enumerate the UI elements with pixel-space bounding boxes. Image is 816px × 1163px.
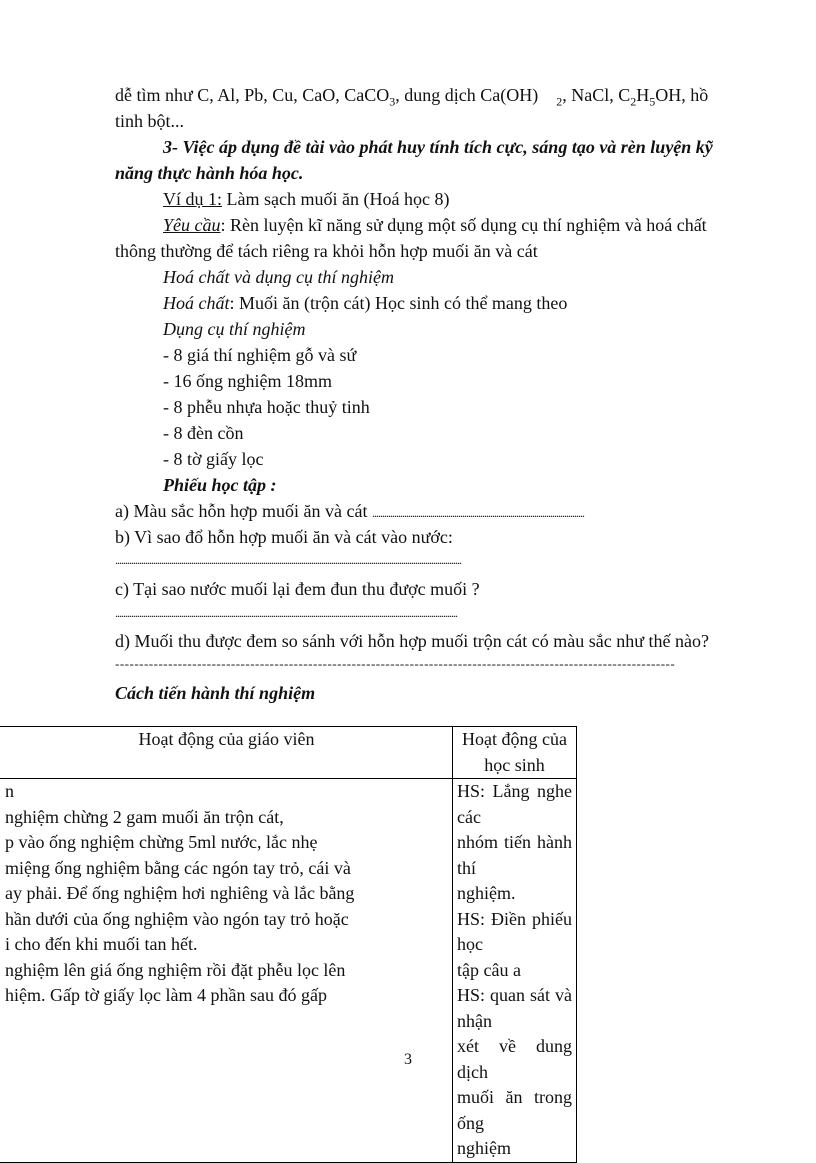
header-teacher: Hoạt động của giáo viên [0, 727, 453, 779]
teacher-line: ay phải. Để ống nghiệm hơi nghiêng và lắc bằng [5, 883, 355, 903]
student-line: HS: quan sát và nhận [457, 985, 572, 1031]
example-label: Ví dụ 1: [163, 189, 223, 209]
example-text: Làm sạch muối ăn (Hoá học 8) [222, 189, 450, 209]
requirement-text: : Rèn luyện kĩ năng sử dụng một số dụng cụ thí nghiệm và hoá chất [220, 215, 707, 235]
table-header-row [0, 727, 577, 779]
teacher-line: miệng ống nghiệm bằng các ngón tay trỏ, cái và [5, 857, 351, 878]
teacher-line: nghiệm lên giá ống nghiệm rồi đặt phễu lọc lên [5, 959, 346, 980]
tool-item: - 16 ống nghiệm 18mm [163, 371, 332, 391]
tool-item: - 8 giá thí nghiệm gỗ và sứ [163, 345, 357, 365]
subscript: 2 [630, 94, 637, 109]
page-number: 3 [404, 1051, 412, 1068]
answer-dashes: -------------------------------------------------------------------------------------------------------------------- [115, 656, 676, 671]
question-a-text: a) Màu sắc hỗn hợp muối ăn và cát [115, 501, 368, 521]
procedure-title: Cách tiến hành thí nghiệm [115, 683, 316, 703]
chemicals-text: : Muối ăn (trộn cát) Học sinh có thể mang theo [229, 293, 568, 313]
requirement-line-2: thông thường để tách riêng ra khỏi hỗn hợp muối ăn và cát [115, 241, 538, 261]
header-student: Hoạt động của học sinh [453, 727, 577, 779]
student-line: nghiệm [457, 1138, 511, 1158]
requirement-line [163, 212, 707, 238]
answer-dots: .......................................................................................................... [371, 506, 584, 520]
student-line: muối ăn trong ống [457, 1087, 572, 1133]
intro-text: H [636, 85, 650, 105]
teacher-line: n [5, 781, 14, 801]
question-a [115, 498, 584, 526]
teacher-line: hần dưới của ống nghiệm vào ngón tay trỏ hoặc [5, 908, 349, 929]
requirement-label: Yêu cầu [163, 215, 221, 235]
materials-heading: Hoá chất và dụng cụ thí nghiệm [163, 267, 394, 287]
student-line: xét về dung dịch [457, 1036, 572, 1082]
tool-item: - 8 tờ giấy lọc [163, 449, 264, 469]
intro-text: , NaCl, C [562, 85, 631, 105]
subscript: 5 [649, 94, 656, 109]
answer-dots: ............................................................................................................................................................................. [115, 553, 461, 567]
tools-heading: Dụng cụ thí nghiệm [163, 319, 306, 339]
subscript: 3 [389, 94, 396, 109]
intro-line-1 [115, 82, 708, 108]
student-line: HS: Điền phiếu học [457, 908, 572, 954]
question-c: c) Tại sao nước muối lại đem đun thu được muối ? [115, 579, 480, 599]
student-line: tập câu a [457, 959, 521, 980]
activity-table [0, 726, 577, 1163]
table-row [0, 779, 577, 1163]
intro-text: , dung dịch Ca(OH) [395, 85, 539, 105]
teacher-line: i cho đến khi muối tan hết. [5, 934, 198, 954]
question-b: b) Vì sao đổ hỗn hợp muối ăn và cát vào nước: [115, 527, 453, 547]
teacher-line: nghiệm chừng 2 gam muối ăn trộn cát, [5, 806, 284, 827]
teacher-line: hiệm. Gấp tờ giấy lọc làm 4 phần sau đó gấp [5, 985, 327, 1005]
student-line: nghiệm. [457, 883, 516, 903]
student-line: nhóm tiến hành thí [457, 832, 572, 878]
intro-text: dễ tìm như C, Al, Pb, Cu, CaO, CaCO [115, 85, 390, 105]
teacher-line: p vào ống nghiệm chừng 5ml nước, lắc nhẹ [5, 832, 318, 852]
worksheet-title: Phiếu học tập : [163, 475, 277, 495]
section-heading-line-2: năng thực hành hóa học. [115, 163, 304, 183]
answer-dots: ........................................................................................................................................................................... [115, 606, 457, 620]
chemicals-label: Hoá chất [163, 293, 230, 313]
tool-item: - 8 đèn cồn [163, 423, 244, 443]
student-line: HS: Lắng nghe các [457, 781, 572, 827]
student-activities [453, 779, 577, 1163]
intro-text: OH, hồ [655, 85, 709, 105]
intro-line-2: tinh bột... [115, 111, 185, 131]
question-d: d) Muối thu được đem so sánh với hỗn hợp muối trộn cát có màu sắc như thế nào? [115, 631, 709, 651]
section-heading-line-1: 3- Việc áp dụng đề tài vào phát huy tính tích cực, sáng tạo và rèn luyện kỹ [163, 137, 713, 157]
chemicals-line [163, 290, 567, 316]
example-line [163, 186, 449, 212]
subscript: 2 [556, 94, 563, 109]
tool-item: - 8 phễu nhựa hoặc thuỷ tinh [163, 397, 370, 417]
teacher-activities [0, 779, 453, 1163]
